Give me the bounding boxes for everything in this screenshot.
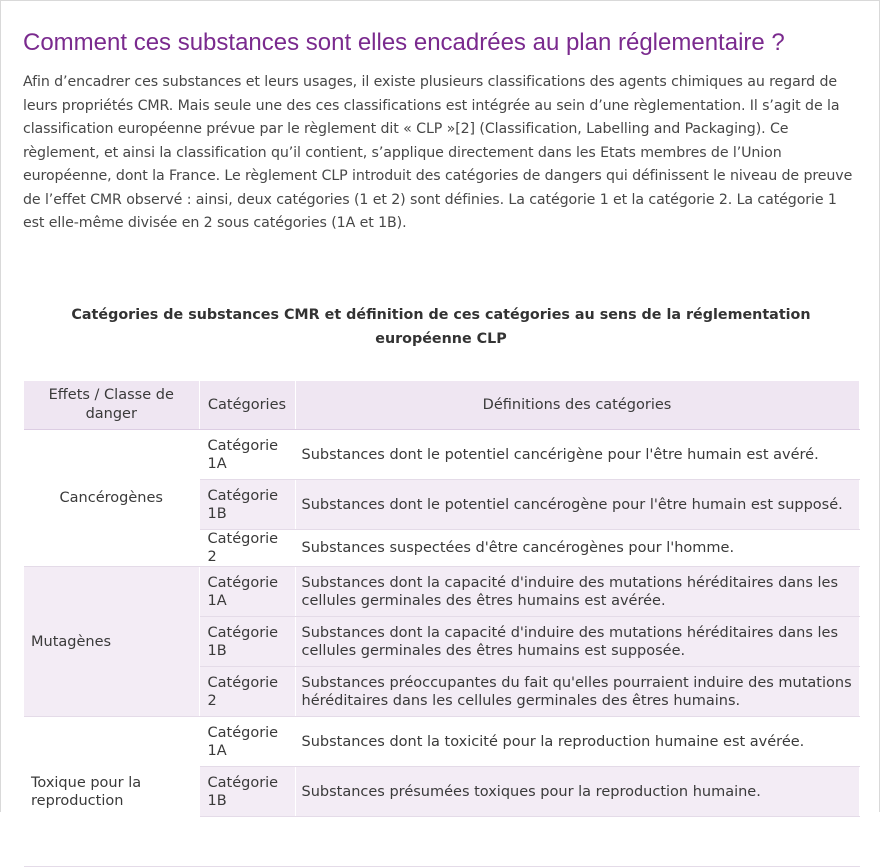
definition-cell: [295, 817, 859, 867]
category-cell: Catégorie 1A: [199, 430, 295, 480]
category-cell: [199, 817, 295, 867]
category-cell: Catégorie 1A: [199, 717, 295, 767]
header-categories: Catégories: [199, 381, 295, 430]
definition-cell: Substances dont le potentiel cancérogène pour l'être humain est supposé.: [295, 480, 859, 530]
definition-cell: Substances suspectées d'être cancérogènes pour l'homme.: [295, 530, 859, 567]
category-cell: Catégorie 1B: [199, 767, 295, 817]
category-cell: Catégorie 1A: [199, 567, 295, 617]
cmr-categories-table: [24, 381, 860, 867]
group-reproductive-toxicants: Toxique pour la reproduction: [24, 717, 199, 867]
table-caption: Catégories de substances CMR et définition de ces catégories au sens de la réglementation européenne CLP: [71, 307, 811, 347]
table-row: [24, 567, 859, 617]
table-row: [24, 430, 859, 480]
category-cell: Catégorie 2: [199, 530, 295, 567]
definition-cell: Substances dont le potentiel cancérigène pour l'être humain est avéré.: [295, 430, 859, 480]
group-mutagens: Mutagènes: [24, 567, 199, 717]
category-cell: Catégorie 1B: [199, 480, 295, 530]
header-definitions: Définitions des catégories: [295, 381, 859, 430]
definition-cell: Substances dont la toxicité pour la reproduction humaine est avérée.: [295, 717, 859, 767]
definition-cell: Substances dont la capacité d'induire des mutations héréditaires dans les cellules germinales des êtres humains est avérée.: [295, 567, 859, 617]
header-effects: Effets / Classe de danger: [24, 381, 199, 430]
section-heading: Comment ces substances sont elles encadrées au plan réglementaire ?: [23, 29, 785, 56]
intro-paragraph: Afin d’encadrer ces substances et leurs usages, il existe plusieurs classifications des agents chimiques au regard de leurs propriétés CMR. Mais seule une des ces classifications est intégrée au sein d’une règlementation. Il s’agit de la classification européenne prévue par le règlement dit « CLP »[2] (Classification, Labelling and Packaging). Ce règlement, et ainsi la classification qu’il contient, s’applique directement dans les Etats membres de l’Union européenne, dont la France. Le règlement CLP introduit des catégories de dangers qui définissent le niveau de preuve de l’effet CMR observé : ainsi, deux catégories (1 et 2) sont définies. La catégorie 1 et la catégorie 2. La catégorie 1 est elle-même divisée en 2 sous catégories (1A et 1B).: [23, 74, 853, 231]
definition-cell: Substances présumées toxiques pour la reproduction humaine.: [295, 767, 859, 817]
table-row: [24, 717, 859, 767]
category-cell: Catégorie 2: [199, 667, 295, 717]
definition-cell: Substances dont la capacité d'induire des mutations héréditaires dans les cellules germinales des êtres humains est supposée.: [295, 617, 859, 667]
table-header-row: [24, 381, 859, 430]
definition-cell: Substances préoccupantes du fait qu'elles pourraient induire des mutations héréditaires dans les cellules germinales des êtres humains.: [295, 667, 859, 717]
category-cell: Catégorie 1B: [199, 617, 295, 667]
group-carcinogens: Cancérogènes: [24, 430, 199, 567]
